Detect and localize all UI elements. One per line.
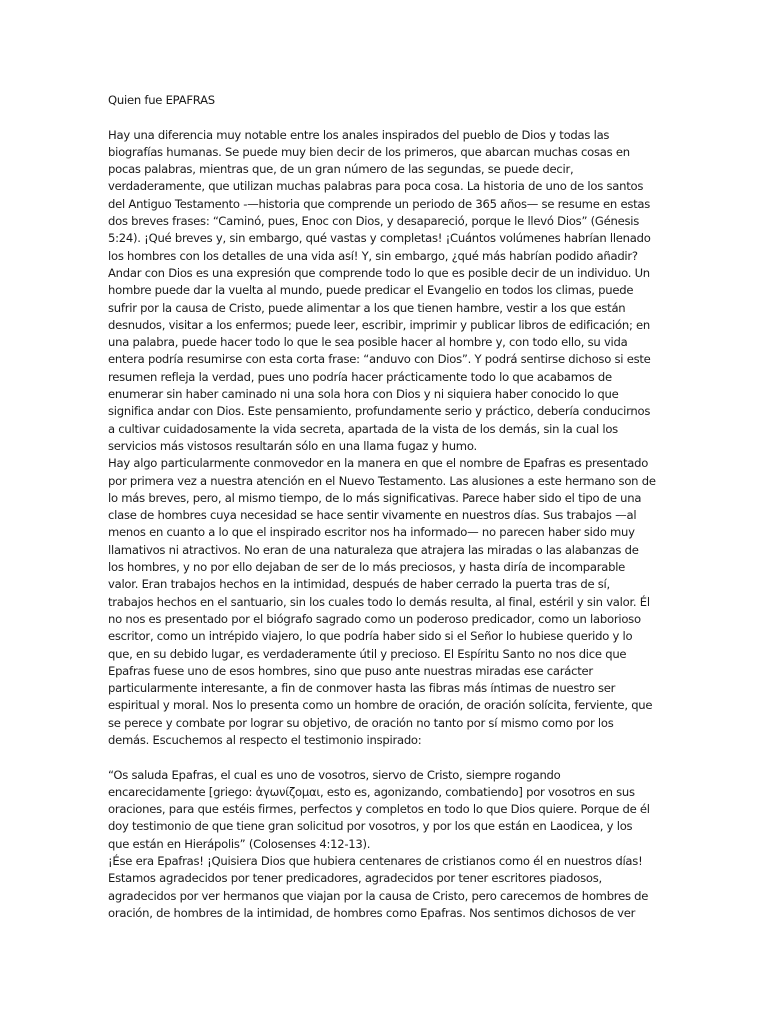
- document-page: [108, 92, 656, 922]
- paragraph-epafras-intro: Hay algo particularmente conmovedor en la manera en que el nombre de Epafras es presentado por primera vez a nuestra atención en el Nuevo Testamento. Las alusiones a este hermano son de lo más breves, pero, al mismo tiempo, de lo más significativas. Parece haber sido el tipo de una clase de hombres cuya necesidad se hace sentir vivamente en nuestros días. Sus trabajos —al menos en cuanto a lo que el inspirado escritor nos ha informado— no parecen haber sido muy llamativos ni atractivos. No eran de una naturaleza que atrajera las miradas o las alabanzas de los hombres, y no por ello dejaban de ser de lo más preciosos, y hasta diría de incomparable valor. Eran trabajos hechos en la intimidad, después de haber cerrado la puerta tras de sí, trabajos hechos en el santuario, sin los cuales todo lo demás resulta, al final, estéril y sin valor. Él no nos es presentado por el biógrafo sagrado como un poderoso predicador, como un laborioso escritor, como un intrépido viajero, lo que podría haber sido si el Señor lo hubiese querido y lo que, en su debido lugar, es verdaderamente útil y precioso. El Espíritu Santo no nos dice que Epafras fuese uno de esos hombres, sino que puso ante nuestras miradas ese carácter particularmente interesante, a fin de conmover hasta las fibras más íntimas de nuestro ser espiritual y moral. Nos lo presenta como un hombre de oración, de oración solícita, ferviente, que se perece y combate por lograr su objetivo, de oración no tanto por sí mismo como por los demás. Escuchemos al respecto el testimonio inspirado:: [108, 456, 656, 747]
- paragraph-enoch: Hay una diferencia muy notable entre los anales inspirados del pueblo de Dios y todas las biografías humanas. Se puede muy bien decir de los primeros, que abarcan muchas cosas en pocas palabras, mientras que, de un gran número de las segundas, se puede decir, verdaderamente, que utilizan muchas palabras para poca cosa. La historia de uno de los santos del Antiguo Testamento -—historia que comprende un periodo de 365 años— se resume en estas dos breves frases: “Caminó, pues, Enoc con Dios, y desapareció, porque le llevó Dios” (Génesis 5:24). ¡Qué breves y, sin embargo, qué vastas y completas! ¡Cuántos volúmenes habrían llenado los hombres con los detalles de una vida así! Y, sin embargo, ¿qué más habrían podido añadir? Andar con Dios es una expresión que comprende todo lo que es posible decir de un individuo. Un hombre puede dar la vuelta al mundo, puede predicar el Evangelio en todos los climas, puede sufrir por la causa de Cristo, puede alimentar a los que tienen hambre, vestir a los que están desnudos, visitar a los enfermos; puede leer, escribir, imprimir y publicar libros de edificación; en una palabra, puede hacer todo lo que le sea posible hacer al hombre y, con todo ello, su vida entera podría resumirse con esta corta frase: “anduvo con Dios”. Y podrá sentirse dichoso si este resumen refleja la verdad, pues uno podría hacer prácticamente todo lo que acabamos de enumerar sin haber caminado ni una sola hora con Dios y ni siquiera haber conocido lo que significa andar con Dios. Este pensamiento, profundamente serio y práctico, debería conducirnos a cultivar cuidadosamente la vida secreta, apartada de la vista de los demás, sin la cual los servicios más vistosos resultarán sólo en una llama fugaz y humo.: [108, 127, 651, 453]
- paragraph-spacer: [108, 749, 656, 766]
- paragraph-closing: ¡Ése era Epafras! ¡Quisiera Dios que hubiera centenares de cristianos como él en nuestros días! Estamos agradecidos por tener predicadores, agradecidos por tener escritores piadosos, agradecidos por ver hermanos que viajan por la causa de Cristo, pero carecemos de hombres de oración, de hombres de la intimidad, de hombres como Epafras. Nos sentimos dichosos de ver: [108, 854, 649, 920]
- paragraph-scripture-quote: “Os saluda Epafras, el cual es uno de vosotros, siervo de Cristo, siempre rogando encarecidamente [griego: ἀγωνίζομαι, esto es, agonizando, combatiendo] por vosotros en sus oraciones, para que estéis firmes, perfectos y completos en todo lo que Dios quiere. Porque de él doy testimonio de que tiene gran solicitud por vosotros, y por los que están en Laodicea, y los que están en Hierápolis” (Colosenses 4:12-13).: [108, 767, 650, 851]
- document-title: Quien fue EPAFRAS: [108, 93, 215, 107]
